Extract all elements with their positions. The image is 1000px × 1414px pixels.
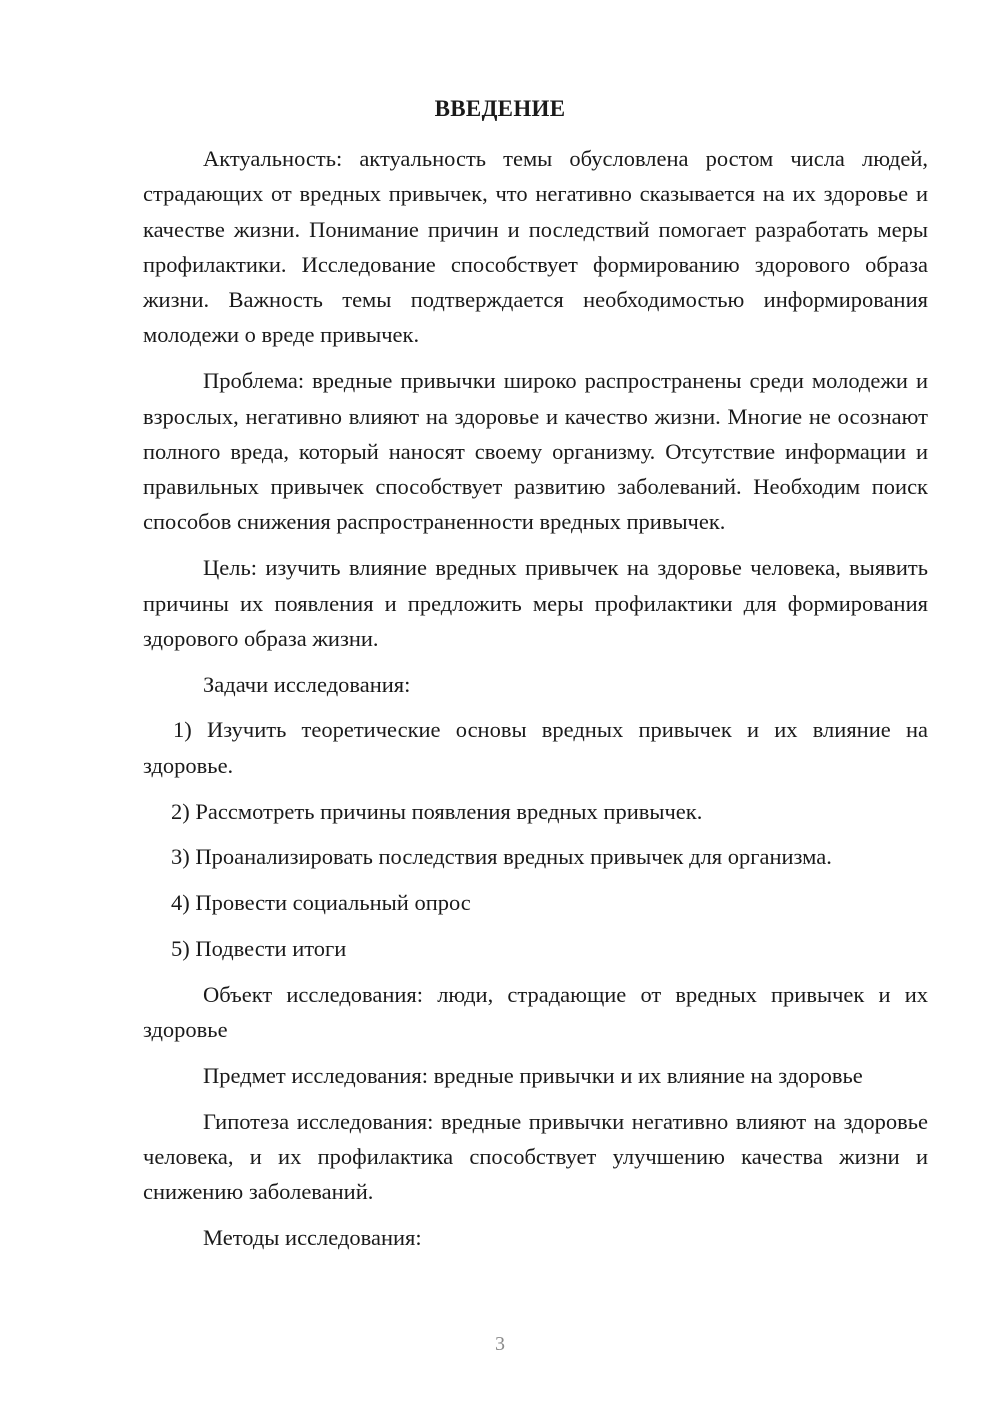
relevance-paragraph: Актуальность: актуальность темы обусловлена ростом числа людей, страдающих от вредных привычек, что негативно сказывается на их здоровье и качестве жизни. Понимание причин и последствий помогает разработать меры профилактики. Исследование способствует формированию здорового образа жизни. Важность темы подтверждается необходимостью информирования молодежи о вреде привычек. xyxy=(143,146,928,348)
task-item-1: 1) Изучить теоретические основы вредных привычек и их влияние на здоровье. xyxy=(143,717,928,778)
goal-paragraph: Цель: изучить влияние вредных привычек на здоровье человека, выявить причины их появления и предложить меры профилактики для формирования здорового образа жизни. xyxy=(143,555,928,651)
task-item-4: 4) Провести социальный опрос xyxy=(171,890,471,916)
page-number: 3 xyxy=(495,1333,505,1355)
task-item-5: 5) Подвести итоги xyxy=(171,935,347,961)
tasks-title: Задачи исследования: xyxy=(203,671,411,697)
hypothesis-paragraph: Гипотеза исследования: вредные привычки негативно влияют на здоровье человека, и их профилактика способствует улучшению качества жизни и снижению заболеваний. xyxy=(143,1108,928,1205)
object-paragraph: Объект исследования: люди, страдающие от вредных привычек и их здоровье xyxy=(143,981,928,1043)
page-heading: ВВЕДЕНИЕ xyxy=(434,96,566,121)
subject-paragraph: Предмет исследования: вредные привычки и их влияние на здоровье xyxy=(203,1062,863,1088)
document-body xyxy=(143,141,928,1266)
problem-paragraph: Проблема: вредные привычки широко распространены среди молодежи и взрослых, негативно влияют на здоровье и качество жизни. Многие не осознают полного вреда, который наносят своему организму. Отсутствие информации и правильных привычек способствует развитию заболеваний. Необходим поиск способов снижения распространенности вредных привычек. xyxy=(143,368,928,535)
methods-title: Методы исследования: xyxy=(203,1225,422,1251)
task-item-3: 3) Проанализировать последствия вредных привычек для организма. xyxy=(171,844,832,870)
task-item-2: 2) Рассмотреть причины появления вредных привычек. xyxy=(171,798,703,824)
